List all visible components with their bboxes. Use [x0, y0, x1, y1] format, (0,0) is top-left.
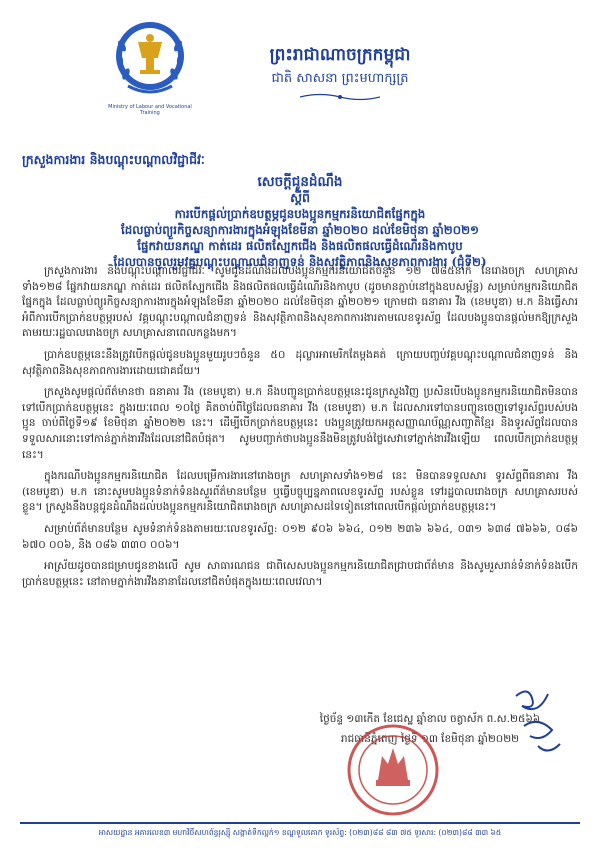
official-seal-icon [338, 720, 448, 820]
body-paragraph: ក្រសួងសូមផ្តល់ព័ត៌មានថា ធនាគារ វីង (ខេមបូឌា) ម.ក នឹងបញ្ជូនប្រាក់ឧបត្ថម្ភនេះជូនក្រសួងវិញ ប្រសិនបើបងប្អូនកម្មករនិយោជិតមិនបានទៅបើកប្រាក់ឧបត្ថម្ភនេះ ក្នុងរយៈពេល ១០ថ្ងៃ គិតចាប់ពីថ្ងៃដែលធនាគារ វីង (ខេមបូឌា) ម.ក ដែលសារទៅបានបញ្ចូនចេញទៅទូរស័ព្ទរបស់បងប្អូន ចាប់ពីថ្ងៃទី១៩ ខែមិថុនា ឆ្នាំ២០២២ នេះ។ ដើម្បីបើកប្រាក់ឧបត្ថម្ភនេះ បងប្អូនត្រូវយកអត្តសញ្ញាណប័ណ្ណសញ្ជាតិខ្មែរ និងទូរស័ព្ទដែលបានទទួលសារនោះទៅកាន់ភ្នាក់ងារវីងដែលនៅជិតបំផុត។ សូមបញ្ជាក់ថាបងប្អូននឹងមិនត្រូវបង់ថ្លៃសេវាទៅភ្នាក់ងារវីងឡើយ ពេលបើកប្រាក់ឧបត្ថម្ភនេះ។ [22, 386, 578, 461]
notice-subject-line: ដែលធ្លាប់ព្យួរកិច្ចសន្យាការងារក្នុងអំឡុងខែមីនា ឆ្នាំ២០២០ ដល់ខែមិថុនា ឆ្នាំ២០២១ [121, 223, 479, 237]
body-paragraph: អាស្រ័យដូចបានជម្រាបជូនខាងលើ សូម សាធារណជន ជាពិសេសបងប្អូនកម្មករនិយោជិតជ្រាបជាព័ត៌មាន និងសូមរួសរាន់ទំនាក់ទំនងបើកប្រាក់ឧបត្ថម្ភនេះ នៅតាមភ្នាក់ងារវីងនានាដែលនៅជិតបំផុតក្នុងរយៈពេលវេលា។ [22, 560, 578, 588]
notice-about: ស្តីពី [290, 190, 310, 205]
ornament-divider-icon [300, 92, 380, 102]
handwritten-signature-icon [508, 686, 568, 766]
notice-subject-line: ផ្នែកវាយនភណ្ឌ កាត់ដេរ ផលិតស្បែកជើង និងផលិតផលធ្វើដំណើរនិងកាបូប [137, 239, 463, 253]
footer-address: អាសយដ្ឋាន អគារលេខ៣ មហាវិថីសហព័ន្ធរុស្ស៊ី សង្កាត់ទឹកល្អក់១ ខណ្ឌទួលគោក ទូរស័ព្ទ: (០២៣)៨៨ ៨៣ ៧៥ ទូរសារ: (០២៣)៨៨ ៣៣ ៦៥ [98, 828, 502, 837]
ministry-logo-icon [108, 12, 192, 116]
body-paragraph: ក្រសួងការងារ និងបណ្តុះបណ្តាលវិជ្ជាជីវៈ សូមជូនដំណឹងដល់បងប្អូនកម្មករនិយោជិតចំនួន ១២ ៧៨៥នាក់ នៃរោងចក្រ សហគ្រាសទាំង១២៨ ផ្នែកវាយនភណ្ឌ កាត់ដេរ ផលិតស្បែកជើង និងផលិតផលធ្វើដំណើរនិងកាបូប (ដូចមានភ្ជាប់នៅក្នុងឧបសម្ព័ន្ធ) សម្រាប់កម្មករនិយោជិតផ្នែកក្នុង ដែលធ្លាប់ព្យួរកិច្ចសន្យាការងារក្នុងអំឡុងខែមីនា ឆ្នាំ២០២០ ដល់ខែមិថុនា ឆ្នាំ២០២១ ក្រោមជា ធនាគារ វីង (ខេមបូឌា) ម.ក និងធ្វើសារអំពីការបើកប្រាក់ឧបត្ថម្ភរបស់ វគ្គបណ្តុះបណ្តាលជំនាញទន់ និងសុវត្ថិភាពនិងសុខភាពការងារតាមលេខទូរស័ព្ទ ដែលបងប្អូនបានផ្តល់មកឱ្យក្រសួងតាមរយៈរដ្ឋបាលរោងចក្រ សហគ្រាសនាពេលកន្លងមក។ [22, 265, 578, 340]
kingdom-title: ព្រះរាជាណាចក្រកម្ពុជា [269, 45, 411, 65]
lunar-date: ថ្ងៃច័ន្ទ ១៣កើត ខែជេស្ឋ ឆ្នាំខាល ចត្វាស័ក ព.ស.២៥៦៦ [319, 713, 541, 725]
body-paragraph: ក្នុងករណីបងប្អូនកម្មករនិយោជិត ដែលបម្រើការងារនៅរោងចក្រ សហគ្រាសទាំង១២៨ នេះ មិនបានទទួលសារ ទូរស័ព្ទពីធនាគារ វីង (ខេមបូឌា) ម.ក នោះសូមបងប្អូនទំនាក់ទំនងសួរព័ត៌មានបន្ថែម ឬធ្វើបច្ចុប្បន្នភាពលេខទូរស័ព្ទ របស់ខ្លួន ទៅរដ្ឋបាលរោងចក្រ សហគ្រាសរបស់ខ្លួន។ ក្រសួងនឹងបន្តជូនដំណឹងដល់បងប្អូនកម្មករនិយោជិតរោងចក្រ សហគ្រាសដទៃទៀតនៅពេលបើកផ្តល់ប្រាក់ឧបត្ថម្ភនេះ។ [22, 470, 578, 514]
logo-caption: Ministry of Labour and Vocational Training [108, 104, 192, 116]
notice-title: សេចក្តីជូនដំណឹង [257, 174, 343, 190]
body-paragraph: ប្រាក់ឧបត្ថម្ភនេះនឹងត្រូវបើកផ្តល់ជូនបងប្អូនមួយរូបៗចំនួន ៥០ ដុល្លារអាមេរិកតែម្តងគត់ ក្រោយបញ្ចប់វគ្គបណ្តុះបណ្តាលជំនាញទន់ និងសុវត្ថិភាពនិងសុខភាពការងារដោយជោគជ័យ។ [22, 348, 578, 377]
notice-heading [60, 174, 540, 270]
notice-subject-line: ដែលបានចូលរួមវគ្គបណ្តុះបណ្តាលជំនាញទន់ និងសុវត្ថិភាពនិងសុខភាពការងារ (ជុំទី២) [113, 255, 487, 269]
notice-body [22, 264, 578, 596]
solar-date: រាជធានីភ្នំពេញ ថ្ងៃទី ១៣ ខែមិថុនា ឆ្នាំ២០២២ [340, 733, 520, 745]
notice-subject-line: ការបើកផ្តល់ប្រាក់ឧបត្ថម្ភជូនបងប្អូនកម្មករនិយោជិតផ្នែកក្នុង [174, 207, 426, 221]
body-paragraph: សម្រាប់ព័ត៌មានបន្ថែម សូមទំនាក់ទំនងតាមរយៈលេខទូរស័ព្ទ: ០១២ ៩០៦ ៦៦៤, ០១២ ២៣៦ ៦៦៤, ០៣១ ៦៣៨ ៧៦៦៦, ០៨៦ ៦៧០ ០០៦, និង ០៨៦ ៣៣០ ០០៦។ [22, 522, 578, 551]
footer-divider [20, 822, 580, 824]
nation-motto: ជាតិ សាសនា ព្រះមហាក្សត្រ [271, 71, 409, 86]
ministry-name: ក្រសួងការងារ និងបណ្តុះបណ្តាលវិជ្ជាជីវៈ [22, 152, 205, 167]
